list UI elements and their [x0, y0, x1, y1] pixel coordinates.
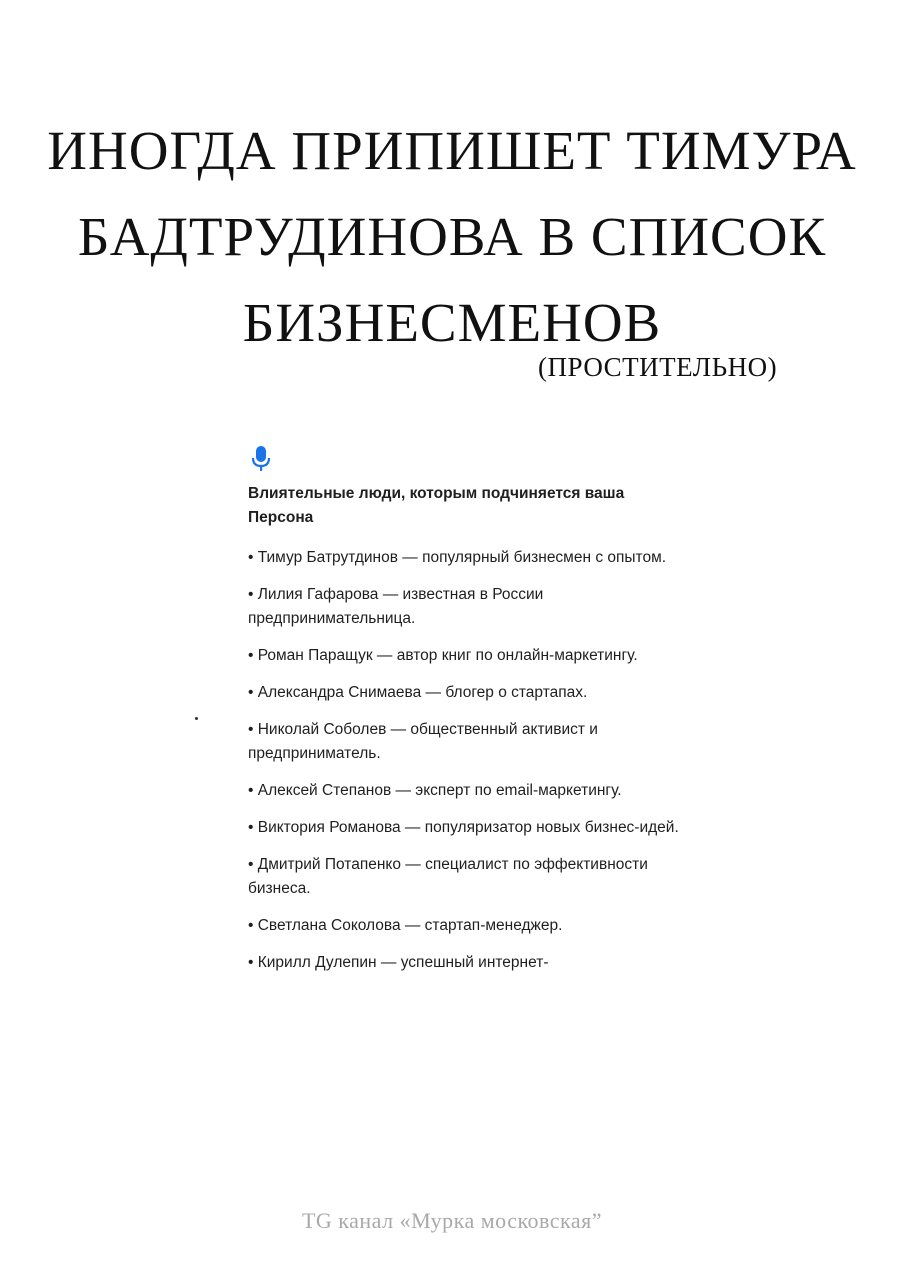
- list-item: • Кирилл Дулепин — успешный интернет-: [248, 954, 549, 971]
- list-item: • Дмитрий Потапенко — специалист по эффективности бизнеса.: [248, 856, 648, 897]
- microphone-icon: [250, 444, 272, 474]
- headline-line-2: БАДТРУДИНОВА В СПИСОК: [77, 206, 827, 267]
- embedded-screenshot: [246, 440, 716, 1040]
- list-item: • Светлана Соколова — стартап-менеджер.: [248, 917, 563, 934]
- headline: [0, 108, 904, 366]
- list-item: • Роман Паращук — автор книг по онлайн-маркетингу.: [248, 647, 638, 664]
- headline-line-1: ИНОГДА ПРИПИШЕТ ТИМУРА: [47, 120, 857, 181]
- list-item: • Алексей Степанов — эксперт по email-маркетингу.: [248, 782, 622, 799]
- list-heading: Влиятельные люди, которым подчиняется ваша Персона: [248, 485, 625, 526]
- list-item: • Александра Снимаева — блогер о стартапах.: [248, 684, 588, 701]
- list-item: • Лилия Гафарова — известная в России предпринимательница.: [248, 586, 544, 627]
- list-item: • Николай Соболев — общественный активист и предприниматель.: [248, 721, 598, 762]
- stray-dot: [195, 717, 198, 720]
- subnote: (ПРОСТИТЕЛЬНО): [538, 352, 778, 382]
- person-list: [248, 546, 688, 988]
- footer-credit: TG канал «Мурка московская”: [301, 1208, 603, 1233]
- list-item: • Тимур Батрутдинов — популярный бизнесмен с опытом.: [248, 549, 667, 566]
- list-item: • Виктория Романова — популяризатор новых бизнес-идей.: [248, 819, 679, 836]
- headline-line-3: БИЗНЕСМЕНОВ: [242, 292, 662, 353]
